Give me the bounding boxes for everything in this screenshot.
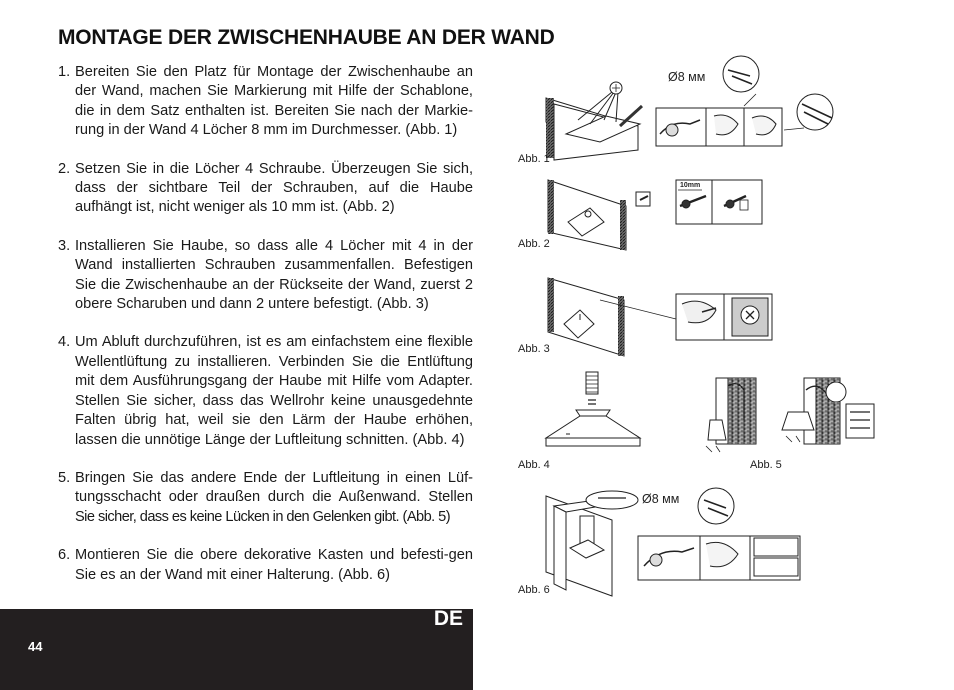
step-number: 3. (58, 237, 71, 254)
caption-abb1: Abb. 1 (518, 153, 550, 165)
step-text: Bereiten Sie den Platz für Montage der Zwischenhaube an der Wand, machen Sie Markierung mit Hilfe der Schablone, die in dem Satz enthalten ist. Bereiten Sie nach der Markie-rung in der Wand 4 Löcher 8 mm im Durchmesser. (Abb. 1) (75, 64, 473, 139)
step-number: 1. (58, 64, 71, 80)
caption-abb6: Abb. 6 (518, 584, 550, 596)
caption-abb3: Abb. 3 (518, 343, 550, 355)
screw-length-label: 10mm (680, 182, 701, 189)
drill-diameter-label: Ø8 мм (668, 70, 706, 84)
page-number: 44 (28, 639, 43, 654)
figure-abb2 (548, 180, 762, 250)
step-text-condensed: Sie sicher, dass es keine Lücken in den Gelenken gibt. (Abb. 5) (75, 508, 451, 525)
figure-abb4 (546, 372, 640, 446)
caption-abb4: Abb. 4 (518, 459, 550, 471)
page-title: MONTAGE DER ZWISCHENHAUBE AN DER WAND (58, 26, 555, 49)
step-text: Montieren Sie die obere dekorative Kasten und befesti-gen Sie es an der Wand mit einer Halterung. (Abb. 6) (75, 547, 473, 583)
language-tag: DE (433, 607, 463, 630)
step-number: 6. (58, 547, 71, 564)
step-number: 2. (58, 160, 71, 177)
figure-abb3 (548, 278, 772, 356)
step-text: Installieren Sie Haube, so dass alle 4 Löcher mit 4 in der Wand installierten Schrauben zusammenfallen. Befestigen Sie die Zwischenhaube an der Rückseite der Wand, zuerst 2 obere Scharuben und dann 2 untere befestigt. (Abb. 3) (75, 237, 473, 313)
step-text: Um Abluft durchzuführen, ist es am einfachstem eine flexible Wellentlüftung zu installieren. Verbinden Sie die Entlüftung mit dem Ausführungsgang der Haube mit Hilfe vom Adapter. Stellen Sie sicher, dass das Wellrohr keine unausgedehnte Falten übrig hat, weil sie den Lärm der Haube erhöhen, lassen die unnötige Länge der Luftleitung schnitten. (Abb. 4) (75, 334, 473, 448)
drill-diameter-label: Ø8 мм (642, 492, 680, 506)
caption-abb2: Abb. 2 (518, 238, 550, 250)
figure-abb5 (706, 378, 874, 452)
step-text: Bringen Sie das andere Ende der Luftleitung in einen Lüf-tungsschacht oder draußen durch die Außenwand. Stellen (75, 469, 473, 506)
step-number: 4. (58, 334, 71, 351)
step-text: Setzen Sie in die Löcher 4 Schraube. Überzeugen Sie sich, dass der sichtbare Teil der Schrauben, auf die Haube aufhängt ist, nicht weniger als 10 mm ist. (Abb. 2) (75, 160, 473, 216)
step-number: 5. (58, 469, 71, 486)
caption-abb5: Abb. 5 (750, 459, 782, 471)
